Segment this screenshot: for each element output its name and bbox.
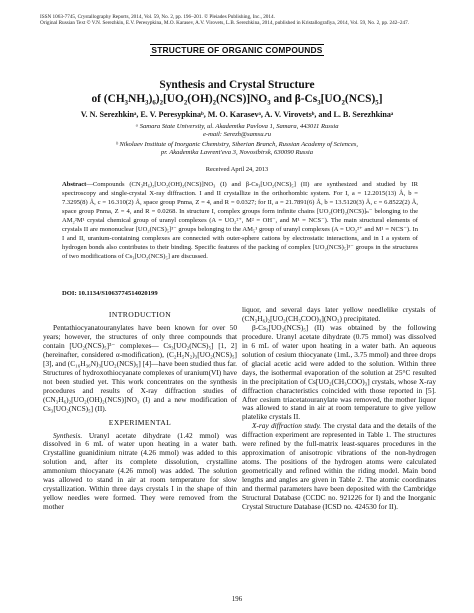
author-list: V. N. Serezhkinᵃ, E. V. Peresypkinaᵇ, M. O. Karasevᵃ, A. V. Virovetsᵇ, and L. B. Serezhkinaᵃ [80, 110, 394, 119]
article-title-line-1: Synthesis and Crystal Structure [159, 79, 315, 91]
abstract-block [62, 181, 418, 262]
rubric-text: STRUCTURE OF ORGANIC COMPOUNDS [151, 45, 323, 55]
right-column [242, 306, 436, 512]
synthesis-paragraph [43, 432, 237, 513]
synthesis-II-paragraph: β-Cs₃[UO₂(NCS)₅] (II) was obtained by the following procedure. Uranyl acetate dihydrate (0.75 mmol) was dissolved in 6 mL of water upon heating in a water bath. An aqueous solution of cesium thiocyanate (1mL, 3.75 mmol) and three drops of glacial acetic acid were added to the solution. Within three days, the isothermal evaporation of the solution at 25°C resulted in the precipitation of Cs[UO₂(CH₃COO)₃] crystals, whose X-ray diffraction characteristics coincided with those reported in [5]. After cesium triacetatouranylate was removed, the mother liquor was allowed to stand in air at room temperature to give yellow platelike crystals II. [242, 322, 436, 422]
left-column [43, 306, 237, 512]
doi-link[interactable]: DOI: 10.1134/S1063774514020199 [62, 290, 158, 297]
introduction-paragraph: Pentathiocyanatouranylates have been known for over 50 years; however, the structures of only three compounds that contain [UO₂(NCS)₅]³⁻ complexes— Cs₃[UO₂(NCS)₅] [1, 2] (hereinafter, considered α-modification), (C₂H₅N₂)₃[UO₂(NCS)₅] [3], and (C₁₆H₃₆N)₃[UO₂(NCS)₅] [4]—have been studied thus far. Structures of hydroxothiocyanate complexes of uranium(VI) have not been studied yet. This work concentrates on the synthesis procedures and results of X-ray diffraction studies of (CN₃H₆)₂[UO₂(OH)₂(NCS)]NO₃ (I) and a new modification of Cs₃[UO₂(NCS)₅] (II). [43, 323, 237, 413]
rubric-rule-bottom [150, 55, 324, 56]
xray-paragraph [242, 422, 436, 512]
xray-label: X-ray diffraction study. [252, 421, 322, 431]
affiliation-b: ᵇ Nikolaev Institute of Inorganic Chemistry, Siberian Branch, Russian Academy of Sciences, [115, 141, 359, 148]
section-rubric [150, 44, 324, 56]
journal-header-line-1: ISSN 1063-7745, Crystallography Reports, 2014, Vol. 59, No. 2, pp. 196–201. © Pleiades Publishing, Inc., 2014. [40, 14, 275, 20]
experimental-heading: EXPERIMENTAL [108, 417, 172, 427]
synthesis-text: Uranyl acetate dihydrate (1.42 mmol) was dissolved in 6 mL of water upon heating in a water bath. Crystalline guanidinium nitrate (4.26 mmol) was added to this solution and, after its complete dissolution, crystalline ammonium thiocyanate (4.26 mmol) was added. The solution was allowed to stand in air at room temperature for slow crystallization. Within three days crystals I in the shape of thin yellow needles were formed. They were removed from the mother [43, 430, 237, 512]
journal-header-line-2: Original Russian Text © V.N. Serezhkin, E.V. Peresypkina, M.O. Karasev, A.V. Virovets, L.B. Serezhkina, 2014, published in Kristallografiya, 2014, Vol. 59, No. 2, pp. 242–247. [40, 20, 409, 26]
affiliation-a: ᵃ Samara State University, ul. Akademika Pavlova 1, Samara, 443011 Russia [135, 123, 339, 130]
xray-text: The crystal data and the details of the diffraction experiment are represented in Table 1. The structures were refined by the full-matrix least-squares procedures in the approximation of anisotropic vibrations of the non-hydrogen atoms. The positions of the hydrogen atoms were calculated geometrically and refined within the riding model. Main bond lengths and angles are given in Table 2. The atomic coordinates and thermal parameters have been deposited with the Cambridge Structural Database (CCDC no. 921226 for I) and the Inorganic Crystal Structure Database (ICSD no. 424530 for II). [242, 421, 436, 511]
synthesis-label: Synthesis. [53, 430, 83, 440]
received-date: Received April 24, 2013 [205, 166, 269, 173]
continued-paragraph: liquor, and several days later yellow needlelike crystals of (CN₃H₆)₂[UO₂(CH₃COO)₃](NO₃) precipitated. [242, 305, 436, 323]
abstract-text: —Compounds (CN₃H₆)₂[UO₂(OH)₂(NCS)]NO₃ (I) and β-Cs₃[UO₂(NCS)₅] (II) are synthesized and studied by IR spectroscopy and single-crystal X-ray diffraction. I and II crystallize in the orthorhombic system. For I, a = 12.2015(13) Å, b = 7.3295(8) Å, c = 16.310(2) Å, space group Pnma, Z = 4, and R = 0.0327; for II, a = 21.7891(6) Å, b = 13.5120(3) Å, c = 6.8522(2) Å, space group Pnma, Z = 4, and R = 0.0268. In structure I, complex groups form infinite chains [UO₂(OH)₂(NCS)]ₙ⁻ belonging to the AM₂²M¹ crystal chemical group of uranyl complexes (A = UO₂²⁺, M² = OH⁻, and M¹ = NCS⁻). The main structural elements of crystals II are mononuclear [UO₂(NCS)₅]³⁻ groups belonging to the AM₅¹ group of uranyl complexes (A = UO₂²⁺ and M¹ = NCS⁻). In I and II, uranium-containing complexes are connected with outer-sphere cations by electrostatic interactions, and in I a system of hydrogen bonds also contributes to their binding. Specific features of the packing of complex [UO₂(NCS)₅]³⁻ groups in the structures of two modifications of Cs₃[UO₂(NCS)₅] are discussed. [62, 181, 418, 260]
abstract-label: Abstract [62, 181, 87, 188]
article-title-line-2: of (CH₃NH₃)₆)₂[UO₂(OH)₂(NCS)]NO₃ and β-Cs₃[UO₂(NCS)₅] [91, 93, 383, 105]
affiliation-email[interactable]: e-mail: Serezh@samsu.ru [202, 131, 272, 138]
page-number: 196 [231, 596, 243, 603]
affiliation-b-address: pr. Akademika Lavrent'eva 3, Novosibirsk, 630090 Russia [160, 149, 314, 156]
introduction-heading: INTRODUCTION [108, 310, 172, 319]
